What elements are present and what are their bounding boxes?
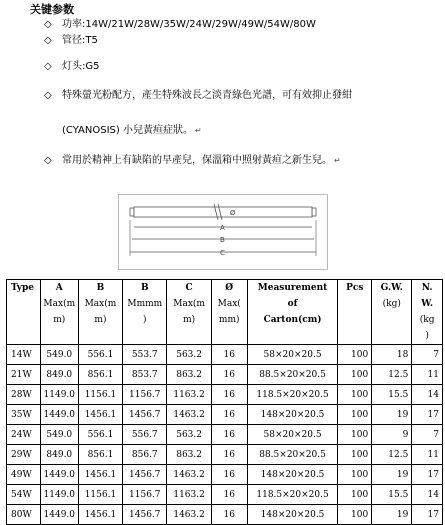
header-gross-weight: G.W. (kg) xyxy=(372,280,412,345)
cell-gross-weight: 12.5 xyxy=(372,445,412,465)
cell-pcs: 100 xyxy=(338,385,372,405)
cell-diameter: 16 xyxy=(211,345,247,365)
cell-gross-weight: 19 xyxy=(372,505,412,525)
spec-line-power xyxy=(44,15,316,30)
cell-a-max: 1449.0 xyxy=(40,405,78,425)
paragraph-usage-text: 常用於精神上有缺陷的早產兒，保溫箱中照射黃疸之新生兒。 xyxy=(62,155,332,166)
cell-a-max: 1149.0 xyxy=(40,385,78,405)
cell-net-weight: 7 xyxy=(412,425,443,445)
table-header-row xyxy=(7,280,443,345)
cell-net-weight: 7 xyxy=(412,345,443,365)
header-a: A Max(m m) xyxy=(40,280,78,345)
cell-net-weight: 11 xyxy=(412,365,443,385)
table-row xyxy=(7,465,443,485)
table-body xyxy=(7,345,443,525)
cell-net-weight: 17 xyxy=(412,405,443,425)
cell-measurement: 88.5×20×20.5 xyxy=(247,365,338,385)
table-row xyxy=(7,505,443,525)
cell-pcs: 100 xyxy=(338,345,372,365)
diamond-bullet-icon: ◇ xyxy=(44,155,52,166)
cell-measurement: 58×20×20.5 xyxy=(247,345,338,365)
table-row xyxy=(7,345,443,365)
cell-b-min: 1456.7 xyxy=(123,505,167,525)
cell-diameter: 16 xyxy=(211,485,247,505)
cell-type: 35W xyxy=(7,405,41,425)
cell-c-max: 1163.2 xyxy=(167,385,211,405)
cell-c-max: 863.2 xyxy=(167,365,211,385)
cell-c-max: 563.2 xyxy=(167,345,211,365)
cell-b-max: 856.1 xyxy=(78,365,122,385)
diamond-bullet-icon: ◇ xyxy=(44,19,52,30)
cell-a-max: 1149.0 xyxy=(40,485,78,505)
cell-net-weight: 17 xyxy=(412,465,443,485)
cell-net-weight: 17 xyxy=(412,505,443,525)
cell-gross-weight: 9 xyxy=(372,425,412,445)
cell-diameter: 16 xyxy=(211,465,247,485)
cell-pcs: 100 xyxy=(338,405,372,425)
paragraph-return-icon: ↵ xyxy=(334,156,341,165)
cell-b-max: 1456.1 xyxy=(78,505,122,525)
cell-net-weight: 11 xyxy=(412,445,443,465)
cell-c-max: 1463.2 xyxy=(167,405,211,425)
cell-measurement: 148×20×20.5 xyxy=(247,465,338,485)
cell-diameter: 16 xyxy=(211,385,247,405)
cell-measurement: 88.5×20×20.5 xyxy=(247,445,338,465)
cell-pcs: 100 xyxy=(338,505,372,525)
lamp-tube xyxy=(134,207,312,217)
cell-b-min: 856.7 xyxy=(123,445,167,465)
specifications-table xyxy=(6,279,443,525)
cell-b-max: 1456.1 xyxy=(78,465,122,485)
cell-b-max: 1456.1 xyxy=(78,405,122,425)
cell-measurement: 118.5×20×20.5 xyxy=(247,485,338,505)
cell-b-max: 556.1 xyxy=(78,425,122,445)
cell-gross-weight: 12.5 xyxy=(372,365,412,385)
dimension-label-a: A xyxy=(220,224,225,232)
cell-type: 21W xyxy=(7,365,41,385)
header-measurement: Measurement of Carton(cm) xyxy=(247,280,338,345)
header-b-max: B Max(m m) xyxy=(78,280,122,345)
diamond-bullet-icon: ◇ xyxy=(44,61,52,72)
cell-diameter: 16 xyxy=(211,505,247,525)
cell-b-min: 1456.7 xyxy=(123,405,167,425)
diamond-bullet-icon: ◇ xyxy=(44,90,52,101)
cell-b-max: 1156.1 xyxy=(78,385,122,405)
cell-measurement: 148×20×20.5 xyxy=(247,505,338,525)
cell-diameter: 16 xyxy=(211,445,247,465)
cell-pcs: 100 xyxy=(338,485,372,505)
cell-c-max: 863.2 xyxy=(167,445,211,465)
lamp-pin-right xyxy=(312,208,316,216)
cell-gross-weight: 19 xyxy=(372,405,412,425)
spec-power-label: 功率:14W/21W/28W/35W/24W/29W/49W/54W/80W xyxy=(62,19,316,30)
cell-gross-weight: 19 xyxy=(372,465,412,485)
tube-dimension-diagram xyxy=(118,194,328,270)
cell-c-max: 1463.2 xyxy=(167,505,211,525)
cell-a-max: 1449.0 xyxy=(40,465,78,485)
cell-pcs: 100 xyxy=(338,425,372,445)
spec-base-label: 灯头:G5 xyxy=(62,61,100,72)
cell-b-max: 856.1 xyxy=(78,445,122,465)
cell-type: 14W xyxy=(7,345,41,365)
table-row xyxy=(7,405,443,425)
paragraph-spectrum-text: 特殊螢光粉配方，產生特殊波長之淡青綠色光譜，可有效抑止發紺 xyxy=(62,90,352,101)
diameter-label: Ø xyxy=(230,209,236,217)
page-heading: 关键参数 xyxy=(30,3,74,16)
cell-measurement: 148×20×20.5 xyxy=(247,405,338,425)
cell-b-max: 1156.1 xyxy=(78,485,122,505)
cell-c-max: 1163.2 xyxy=(167,485,211,505)
cell-type: 29W xyxy=(7,445,41,465)
cell-a-max: 1449.0 xyxy=(40,505,78,525)
cell-b-min: 1156.7 xyxy=(123,385,167,405)
dimension-label-c: C xyxy=(220,249,225,257)
cell-c-max: 1463.2 xyxy=(167,465,211,485)
cell-net-weight: 14 xyxy=(412,385,443,405)
cell-type: 49W xyxy=(7,465,41,485)
spec-tube-label: 管径:T5 xyxy=(62,35,98,46)
cell-b-min: 853.7 xyxy=(123,365,167,385)
header-c: C Max(m m) xyxy=(167,280,211,345)
cell-type: 80W xyxy=(7,505,41,525)
cell-gross-weight: 18 xyxy=(372,345,412,365)
table-row xyxy=(7,425,443,445)
paragraph-spectrum xyxy=(44,86,352,101)
cell-b-min: 556.7 xyxy=(123,425,167,445)
dimension-label-b: B xyxy=(220,236,225,244)
cell-diameter: 16 xyxy=(211,365,247,385)
cell-diameter: 16 xyxy=(211,405,247,425)
paragraph-cyanosis xyxy=(62,121,202,136)
cell-b-min: 1156.7 xyxy=(123,485,167,505)
cell-c-max: 563.2 xyxy=(167,425,211,445)
cell-a-max: 549.0 xyxy=(40,425,78,445)
cell-b-min: 1456.7 xyxy=(123,465,167,485)
cell-pcs: 100 xyxy=(338,365,372,385)
cell-net-weight: 14 xyxy=(412,485,443,505)
cell-pcs: 100 xyxy=(338,465,372,485)
paragraph-return-icon: ↵ xyxy=(194,126,202,135)
cell-pcs: 100 xyxy=(338,445,372,465)
cell-a-max: 549.0 xyxy=(40,345,78,365)
cell-type: 54W xyxy=(7,485,41,505)
spec-line-lamp-base xyxy=(44,57,99,72)
cell-measurement: 118.5×20×20.5 xyxy=(247,385,338,405)
cell-diameter: 16 xyxy=(211,425,247,445)
table-row xyxy=(7,365,443,385)
cell-measurement: 58×20×20.5 xyxy=(247,425,338,445)
paragraph-usage xyxy=(44,151,341,166)
cell-a-max: 849.0 xyxy=(40,445,78,465)
table-row xyxy=(7,445,443,465)
header-type: Type xyxy=(7,280,41,345)
cell-a-max: 849.0 xyxy=(40,365,78,385)
table-row xyxy=(7,385,443,405)
cell-type: 28W xyxy=(7,385,41,405)
cell-type: 24W xyxy=(7,425,41,445)
diamond-bullet-icon: ◇ xyxy=(44,35,52,46)
header-pcs: Pcs xyxy=(338,280,372,345)
cell-gross-weight: 15.5 xyxy=(372,385,412,405)
spec-line-tube-diameter xyxy=(44,31,98,46)
header-net-weight: N. W. (kg ) xyxy=(412,280,443,345)
header-diameter: Ø Max( mm) xyxy=(211,280,247,345)
cell-gross-weight: 15.5 xyxy=(372,485,412,505)
lamp-pin-left xyxy=(130,208,134,216)
cell-b-min: 553.7 xyxy=(123,345,167,365)
paragraph-cyanosis-text: (CYANOSIS) 小兒黃疸症狀。 xyxy=(62,125,193,136)
header-b-min: B Mmmm ) xyxy=(123,280,167,345)
cell-b-max: 556.1 xyxy=(78,345,122,365)
